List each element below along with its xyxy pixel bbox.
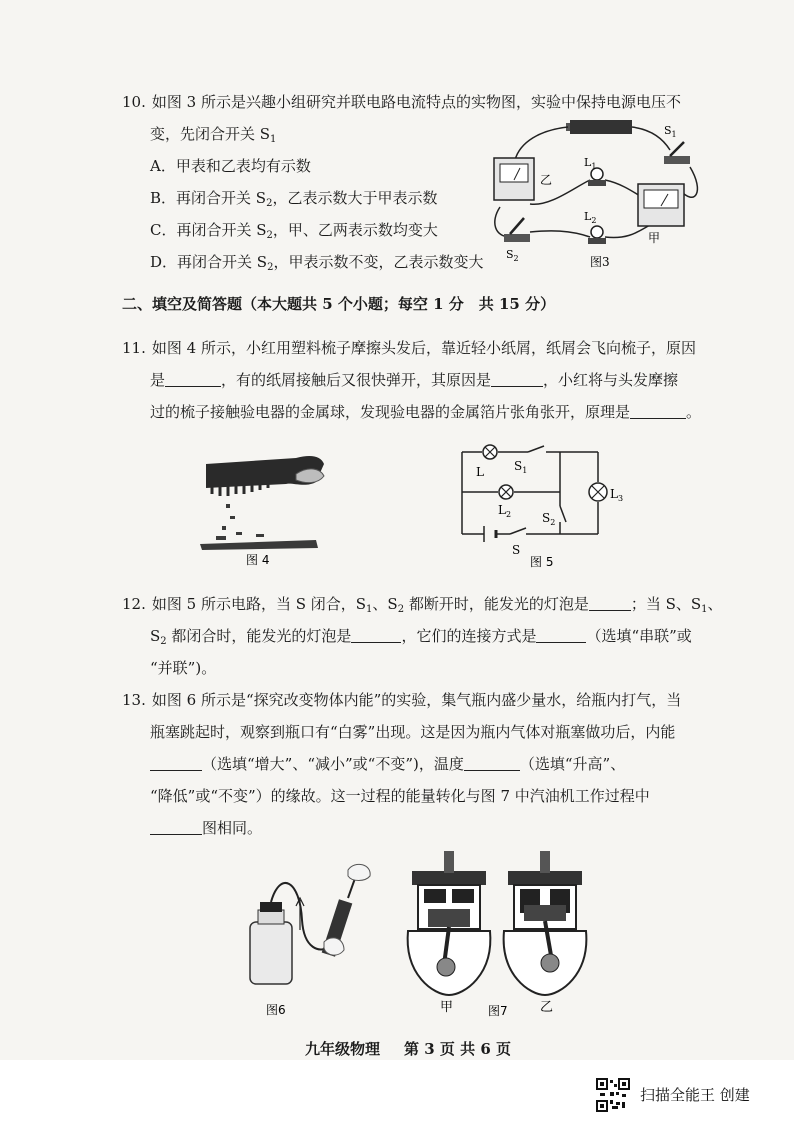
q12-text-2c: 都闭合时，能发光的灯泡是 xyxy=(166,627,352,645)
switch-s2-lever-icon xyxy=(510,218,524,234)
figure-4-caption: 图 4 xyxy=(246,553,270,567)
q12-line3: “并联”)。 xyxy=(150,659,217,677)
q11-line3 xyxy=(150,402,701,422)
hand-icon xyxy=(348,864,370,880)
label-l1: $L_1$ xyxy=(584,156,597,171)
q11-blank-1[interactable] xyxy=(165,372,221,387)
q11-line2 xyxy=(150,370,678,390)
footer-subject: 九年级物理 xyxy=(305,1040,381,1058)
label-l: L xyxy=(476,465,484,479)
jar-icon xyxy=(250,922,292,984)
q13-text-3b: （选填“升高”、 xyxy=(519,755,626,773)
q10-option-b-1: B．再闭合开关 S xyxy=(150,189,267,207)
q12-number: 12. xyxy=(122,595,146,613)
qr-code-icon xyxy=(596,1078,630,1112)
q10-option-c-sub: 2 xyxy=(266,230,273,241)
hand-icon xyxy=(324,938,344,955)
bulb-l2-icon xyxy=(591,226,603,238)
q13-number: 13. xyxy=(122,691,146,709)
wire xyxy=(530,180,590,204)
label-s2: $S_2$ xyxy=(506,248,519,263)
label-yi: 乙 xyxy=(540,1000,554,1015)
q12-text-1h: 、 xyxy=(707,595,723,613)
scanner-watermark xyxy=(596,1078,786,1112)
q13-blank-2[interactable] xyxy=(464,756,520,771)
label-s2: $S_2$ xyxy=(542,511,556,527)
q10-number: 10. xyxy=(122,93,146,111)
switch-s1-base-icon xyxy=(664,156,690,164)
label-jia: 甲 xyxy=(648,231,661,245)
bulb-base-icon xyxy=(588,180,606,186)
switch-s1-icon xyxy=(528,446,544,452)
q13-line2: 瓶塞跳起时，观察到瓶口有“白雾”出现。这是因为瓶内气体对瓶塞做功后，内能 xyxy=(150,723,676,741)
scanner-label: 扫描全能王 创建 xyxy=(640,1086,750,1104)
figure-6-caption: 图6 xyxy=(266,1003,286,1017)
q12-sub-3: 1 xyxy=(701,604,708,615)
q11-text-1: 如图 4 所示，小红用塑料梳子摩擦头发后，靠近轻小纸屑，纸屑会飞向梳子，原因 xyxy=(151,339,696,357)
figure-5-schematic xyxy=(456,444,626,574)
figure-5-caption: 图 5 xyxy=(530,555,554,569)
engine-yi-icon xyxy=(504,851,587,995)
label-s: S xyxy=(512,543,521,557)
q10-option-d-3: ，甲表示数不变，乙表示数变大 xyxy=(273,253,484,271)
q11-text-3b: 。 xyxy=(686,403,702,421)
q12-text-2a: S xyxy=(150,627,161,645)
q13-text-1: 如图 6 所示是“探究改变物体内能”的实验，集气瓶内盛少量水，给瓶内打气，当 xyxy=(151,691,682,709)
q12-blank-1[interactable] xyxy=(589,596,631,611)
label-jia: 甲 xyxy=(440,1000,454,1015)
q10-stem-2-sub: 1 xyxy=(270,134,277,145)
q13-text-3a: （选填“增大”、“减小”或“不变”)，温度 xyxy=(202,755,464,773)
q11-blank-3[interactable] xyxy=(630,404,686,419)
q13-line1 xyxy=(122,690,681,710)
battery-icon xyxy=(570,120,632,134)
q12-text-1e: 都断开时，能发光的灯泡是 xyxy=(404,595,589,613)
q11-line1 xyxy=(122,338,696,358)
q12-line2 xyxy=(150,626,692,652)
stopper-icon xyxy=(260,902,282,912)
q10-option-d-1: D．再闭合开关 S xyxy=(150,253,268,271)
q12-text-1c: 、S xyxy=(372,595,398,613)
q10-option-c xyxy=(150,220,438,246)
switch-s1-lever-icon xyxy=(670,142,684,156)
q12-blank-3[interactable] xyxy=(536,628,586,643)
section-2-title: 二、填空及简答题（本大题共 5 个小题；每空 1 分 共 15 分） xyxy=(122,295,556,313)
label-s1: $S_1$ xyxy=(664,124,677,139)
figure-7-engines xyxy=(404,845,604,1020)
label-l3: $L_3$ xyxy=(610,487,624,503)
paper-scraps-icon xyxy=(200,504,318,550)
bulb-base-icon xyxy=(588,238,606,244)
figure-4-comb xyxy=(196,444,326,574)
label-l2: $L_2$ xyxy=(584,210,597,225)
q12-text-1a: 如图 5 所示电路，当 S 闭合，S xyxy=(151,595,367,613)
q11-number: 11. xyxy=(122,339,146,357)
q10-option-b-3: ，乙表示数大于甲表示数 xyxy=(272,189,438,207)
figure-7-caption: 图7 xyxy=(488,1004,508,1018)
q11-text-2c: ，小红将与头发摩擦 xyxy=(543,371,679,389)
q12-text-1f: ；当 S、S xyxy=(630,595,702,613)
q13-blank-1[interactable] xyxy=(150,756,202,771)
q11-text-3a: 过的梳子接触验电器的金属球，发现验电器的金属箔片张角张开，原理是 xyxy=(150,403,631,421)
figure-6-pump xyxy=(240,860,390,1020)
switch-s2-icon xyxy=(560,506,566,522)
q10-stem-2: 变，先闭合开关 S xyxy=(150,125,271,143)
footer-page-number: 第 3 页 共 6 页 xyxy=(404,1040,512,1058)
q10-option-c-3: ，甲、乙两表示数均变大 xyxy=(272,221,438,239)
q10-stem: 如图 3 所示是兴趣小组研究并联电路电流特点的实物图，实验中保持电源电压不 xyxy=(151,93,681,111)
figure-3-caption: 图3 xyxy=(590,255,610,269)
wire xyxy=(515,127,568,160)
q13-text-5: 图相同。 xyxy=(202,819,263,837)
jar-neck-icon xyxy=(258,910,284,924)
q13-blank-3[interactable] xyxy=(150,820,202,835)
q12-sub-4: 2 xyxy=(160,636,167,647)
q12-sub-2: 2 xyxy=(397,604,405,615)
q10-option-d-sub: 2 xyxy=(267,262,274,273)
label-l2: $L_2$ xyxy=(498,503,512,519)
q12-text-2e: （选填“串联”或 xyxy=(586,627,692,645)
q11-text-2a: 是 xyxy=(150,371,166,389)
q12-text-2d: ，它们的连接方式是 xyxy=(401,627,537,645)
q12-line1 xyxy=(122,594,723,620)
q12-sub-1: 1 xyxy=(366,604,373,615)
label-s1: $S_1$ xyxy=(514,459,528,475)
figure-3-circuit xyxy=(480,112,710,272)
wire xyxy=(495,207,510,237)
q10-option-b xyxy=(150,188,437,214)
page-footer xyxy=(305,1038,517,1059)
q10-option-a: A．甲表和乙表均有示数 xyxy=(150,157,311,175)
q10-line1 xyxy=(122,92,681,112)
label-yi: 乙 xyxy=(540,173,553,187)
q13-line5 xyxy=(150,818,262,838)
q13-line3 xyxy=(150,754,625,774)
q13-line4: “降低”或“不变”）的缘故。这一过程的能量转化与图 7 中汽油机工作过程中 xyxy=(150,787,650,805)
q10-line2 xyxy=(150,124,276,150)
q11-text-2b: ，有的纸屑接触后又很快弹开，其原因是 xyxy=(221,371,492,389)
q10-option-c-1: C．再闭合开关 S xyxy=(150,221,267,239)
engine-jia-icon xyxy=(408,851,491,995)
switch-s2-base-icon xyxy=(504,234,530,242)
q10-option-d xyxy=(150,252,483,278)
q10-option-b-sub: 2 xyxy=(266,198,273,209)
wire xyxy=(530,231,590,237)
switch-s-icon xyxy=(510,528,526,534)
q12-blank-2[interactable] xyxy=(351,628,401,643)
q11-blank-2[interactable] xyxy=(491,372,543,387)
